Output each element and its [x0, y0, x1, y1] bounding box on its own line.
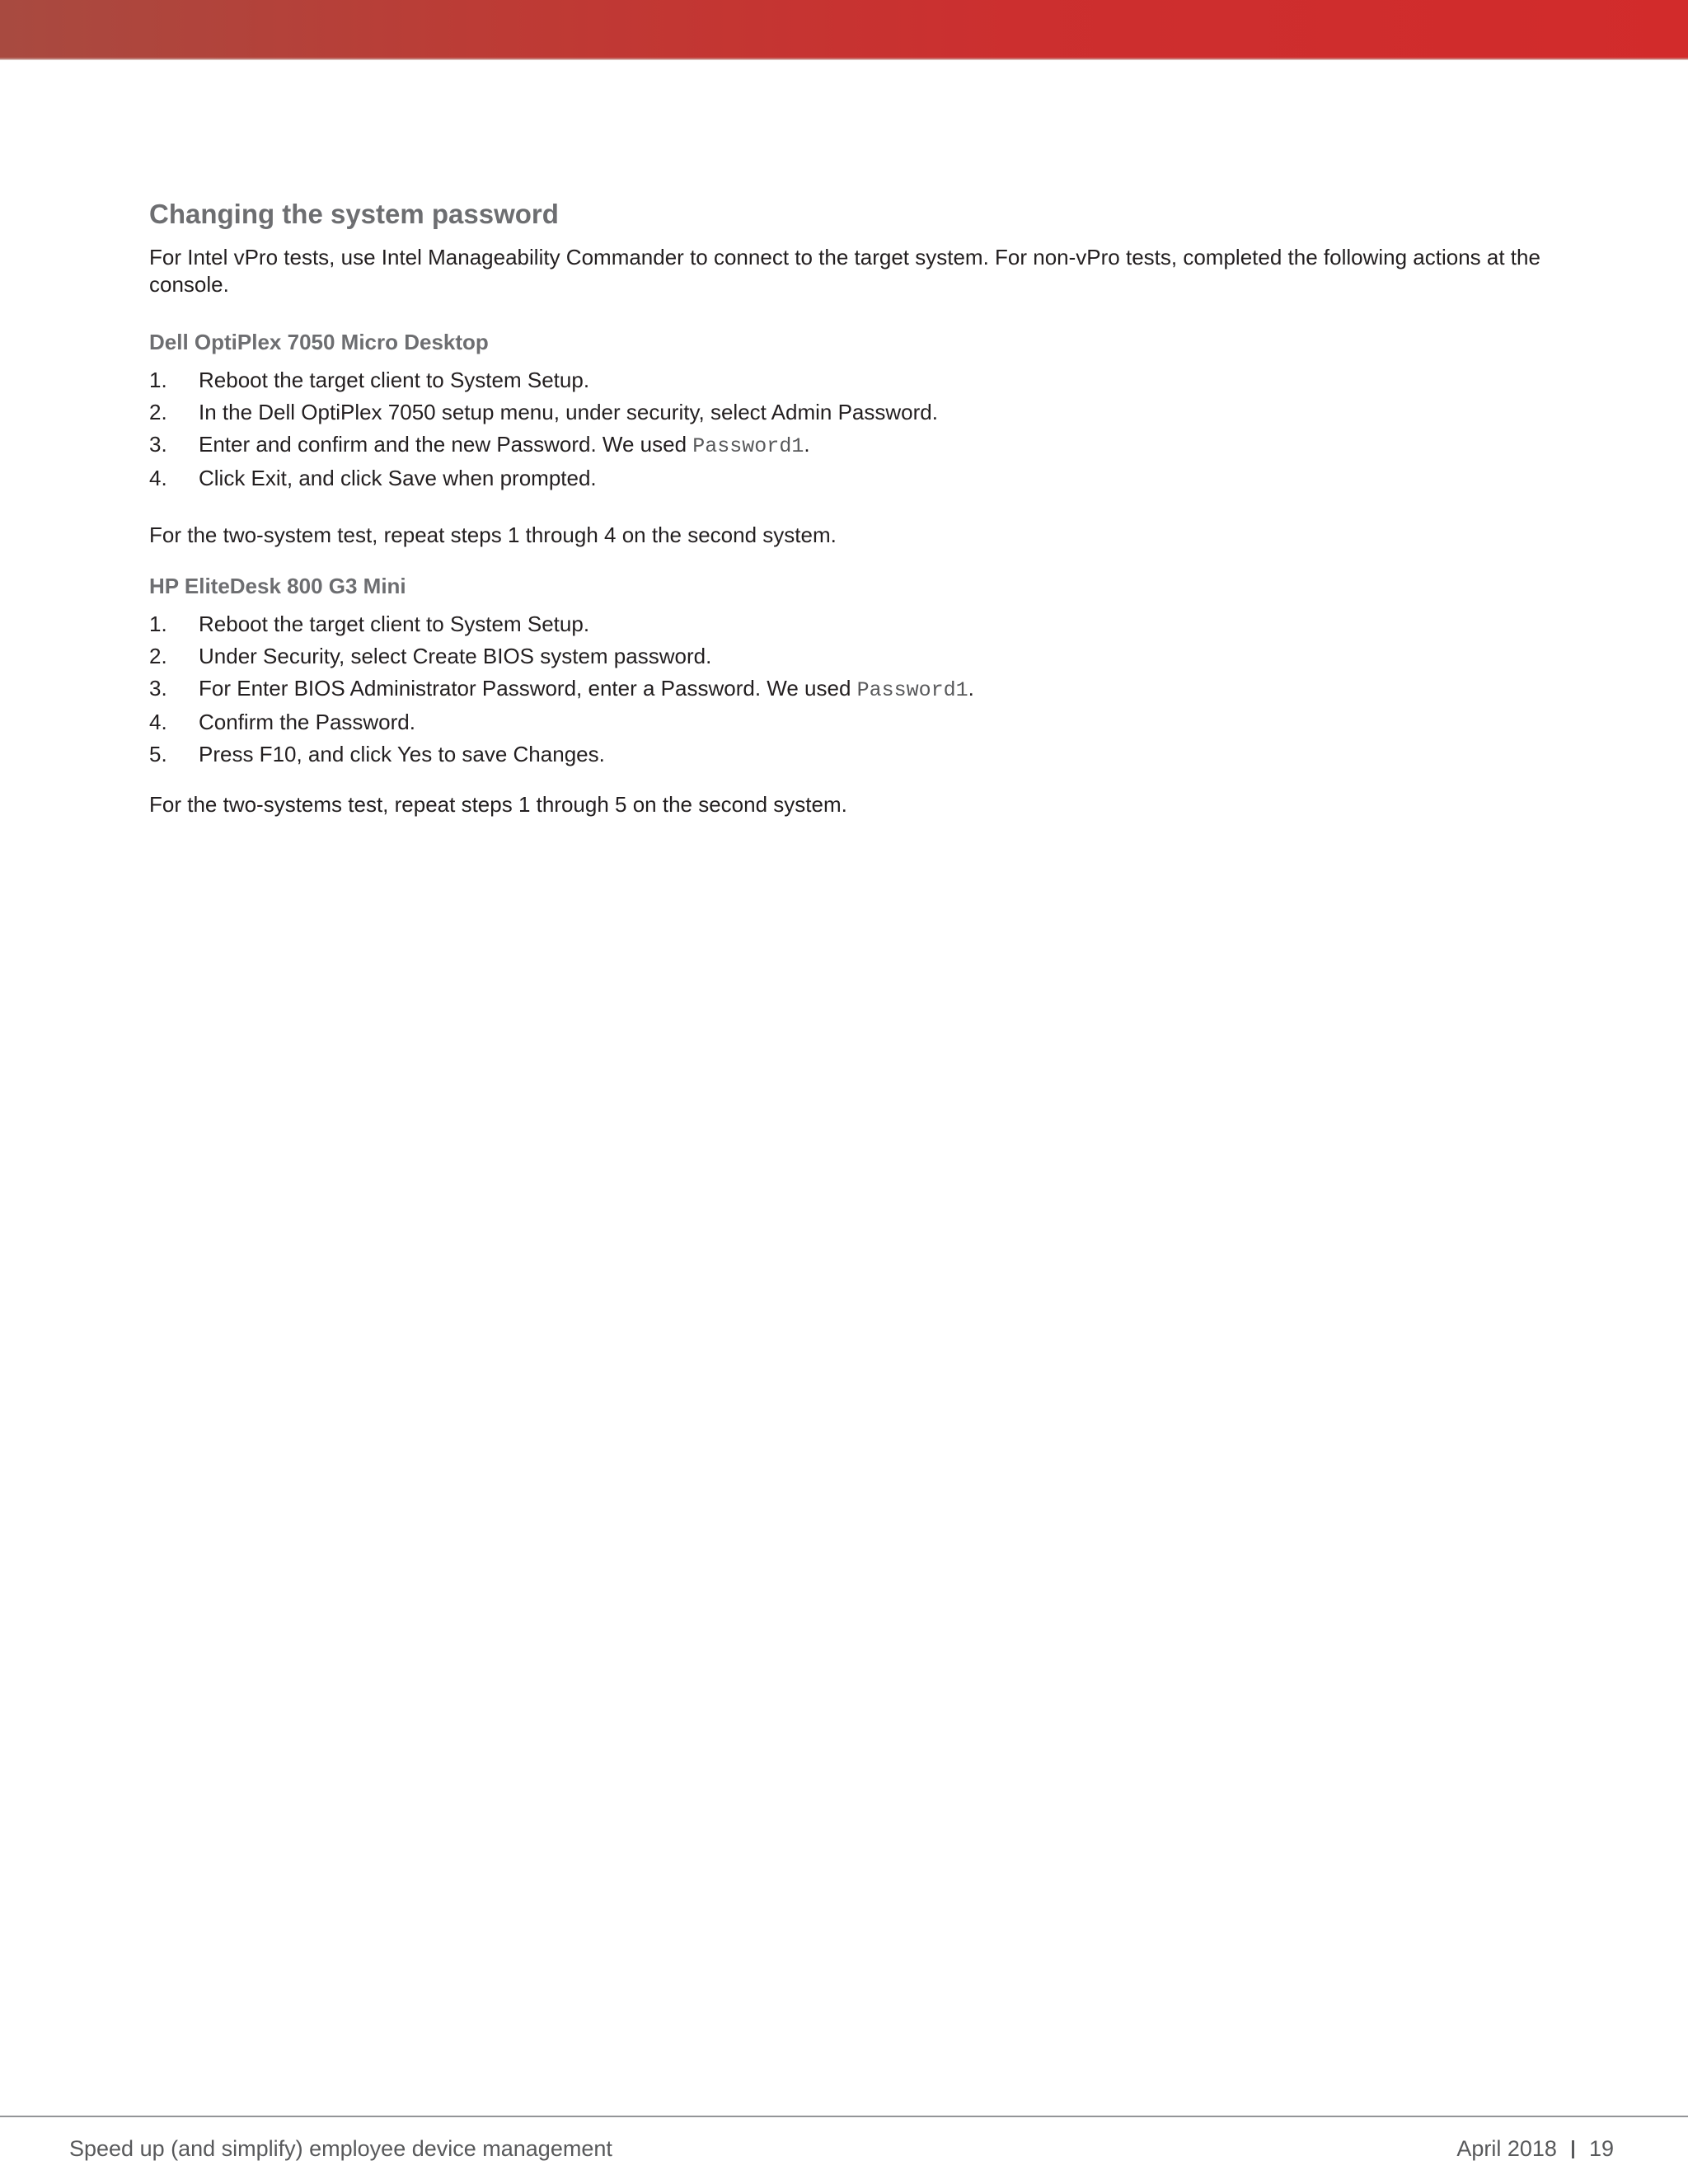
dell-section	[149, 329, 1542, 549]
step-number: 2.	[149, 399, 167, 424]
step-number: 5.	[149, 741, 167, 766]
page-number: 19	[1588, 2136, 1614, 2161]
footer-date: April 2018	[1456, 2136, 1557, 2161]
main-content	[149, 198, 1542, 818]
password-code: Password1	[856, 677, 968, 702]
list-item	[149, 673, 1542, 706]
hp-steps-list	[149, 608, 1542, 771]
list-item	[149, 462, 1542, 494]
step-number: 4.	[149, 709, 167, 734]
step-number: 1.	[149, 611, 167, 636]
step-text: Enter and confirm and the new Password. We used	[199, 431, 693, 457]
step-number: 2.	[149, 643, 167, 668]
hp-section	[149, 573, 1542, 818]
step-text: Click Exit, and click Save when prompted.	[199, 465, 597, 490]
header-banner	[0, 0, 1688, 59]
section-title: Changing the system password	[149, 199, 559, 229]
footer-title: Speed up (and simplify) employee device management	[69, 2136, 612, 2161]
list-item	[149, 738, 1542, 771]
step-text: In the Dell OptiPlex 7050 setup menu, under security, select Admin Password.	[199, 399, 938, 424]
footer-separator	[1572, 2140, 1574, 2158]
list-item	[149, 608, 1542, 640]
step-number: 4.	[149, 465, 167, 490]
step-text-end: .	[968, 675, 974, 701]
step-text: Confirm the Password.	[199, 709, 415, 734]
list-item	[149, 364, 1542, 396]
list-item	[149, 706, 1542, 738]
footer-page-info	[1456, 2136, 1614, 2162]
section-intro: For Intel vPro tests, use Intel Manageability Commander to connect to the target system. For non-vPro tests, completed the following actions at the console.	[149, 244, 1540, 297]
hp-title: HP EliteDesk 800 G3 Mini	[149, 573, 406, 598]
step-number: 3.	[149, 431, 167, 457]
step-text-end: .	[804, 431, 810, 457]
dell-note: For the two-system test, repeat steps 1 through 4 on the second system.	[149, 522, 837, 547]
step-number: 1.	[149, 367, 167, 392]
dell-steps-list	[149, 364, 1542, 494]
step-text: Reboot the target client to System Setup.	[199, 611, 590, 636]
dell-title: Dell OptiPlex 7050 Micro Desktop	[149, 329, 489, 354]
list-item	[149, 640, 1542, 673]
header-banner-shadow	[0, 58, 1688, 60]
password-code: Password1	[692, 434, 804, 458]
hp-note: For the two-systems test, repeat steps 1 through 5 on the second system.	[149, 791, 847, 817]
list-item	[149, 396, 1542, 429]
step-text: Reboot the target client to System Setup.	[199, 367, 590, 392]
footer-divider	[0, 2116, 1688, 2117]
step-text: For Enter BIOS Administrator Password, enter a Password. We used	[199, 675, 857, 701]
step-number: 3.	[149, 675, 167, 701]
list-item	[149, 429, 1542, 462]
step-text: Under Security, select Create BIOS system password.	[199, 643, 712, 668]
step-text: Press F10, and click Yes to save Changes.	[199, 741, 605, 766]
